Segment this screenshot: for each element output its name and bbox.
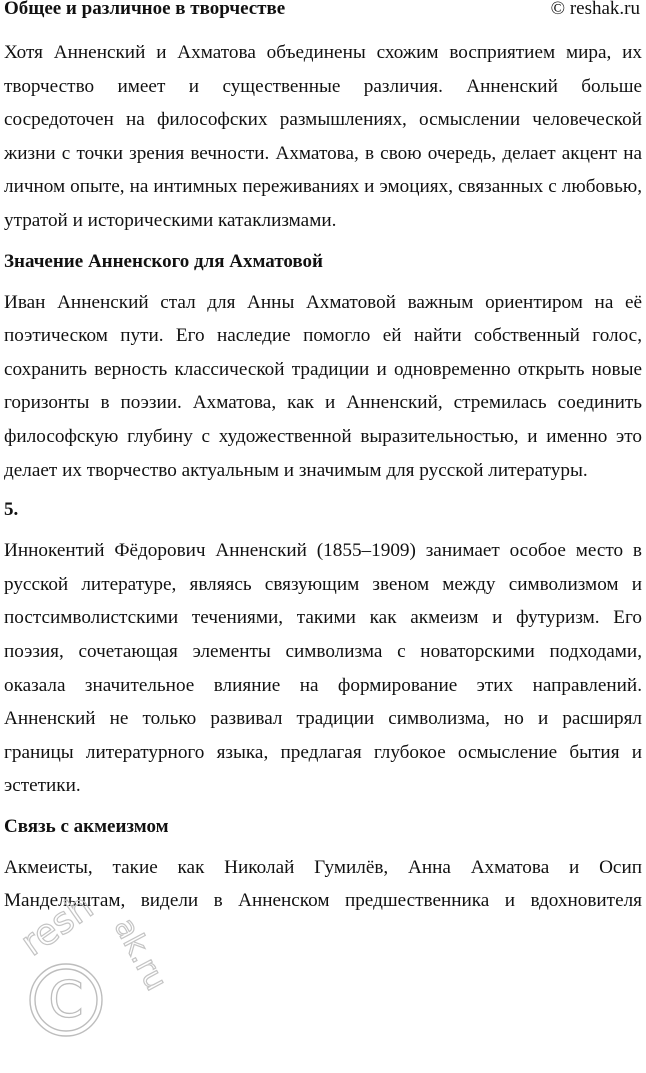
heading-question-number: 5.: [4, 499, 19, 521]
section-title: Общее и различное в творчестве: [4, 0, 286, 19]
svg-text:resh: resh: [14, 895, 101, 965]
page-header: [4, 0, 642, 22]
heading-significance: Значение Анненского для Ахматовой: [4, 250, 324, 272]
paragraph-significance: Иван Анненский стал для Анны Ахматовой важным ориентиром на её поэтическом пути. Его наследие помогло ей найти собственный голос, сохранить верность классической традиции и одновременно открыть новые горизонты в поэзии. Ахматова, как и Анненский, стремилась соединить философскую глубину с художественной выразительностью, и именно это делает их творчество актуальным и значимым для русской литературы.: [4, 291, 642, 481]
svg-text:C: C: [48, 971, 84, 1029]
document-page: [4, 0, 642, 918]
svg-text:ak.ru: ak.ru: [106, 912, 174, 997]
paragraph-differences: Хотя Анненский и Ахматова объединены схожим восприятием мира, их творчество имеет и существенные различия. Анненский больше сосредоточен на философских размышлениях, осмыслении человеческой жизни с точки зрения вечности. Ахматова, в свою очередь, делает акцент на личном опыте, на интимных переживаниях и эмоциях, связанных с любовью, утратой и историческими катаклизмами.: [4, 42, 642, 231]
paragraph-annensky-bio: Иннокентий Фёдорович Анненский (1855–1909) занимает особое место в русской литературе, являясь связующим звеном между символизмом и постсимволистскими течениями, такими как акмеизм и футуризм. Его поэзия, сочетающая элементы символизма с новаторскими подходами, оказала значительное влияние на формирование этих направлений. Анненский не только развивал традиции символизма, но и расширял границы литературного языка, предлагая глубокое осмысление бытия и эстетики.: [4, 540, 642, 797]
heading-acmeism: Связь с акмеизмом: [4, 815, 169, 837]
copyright-label: © reshak.ru: [550, 0, 640, 19]
paragraph-acmeists: Акмеисты, такие как Николай Гумилёв, Анна Ахматова и Осип Мандельштам, видели в Анненском предшественника и вдохновителя: [4, 856, 642, 912]
